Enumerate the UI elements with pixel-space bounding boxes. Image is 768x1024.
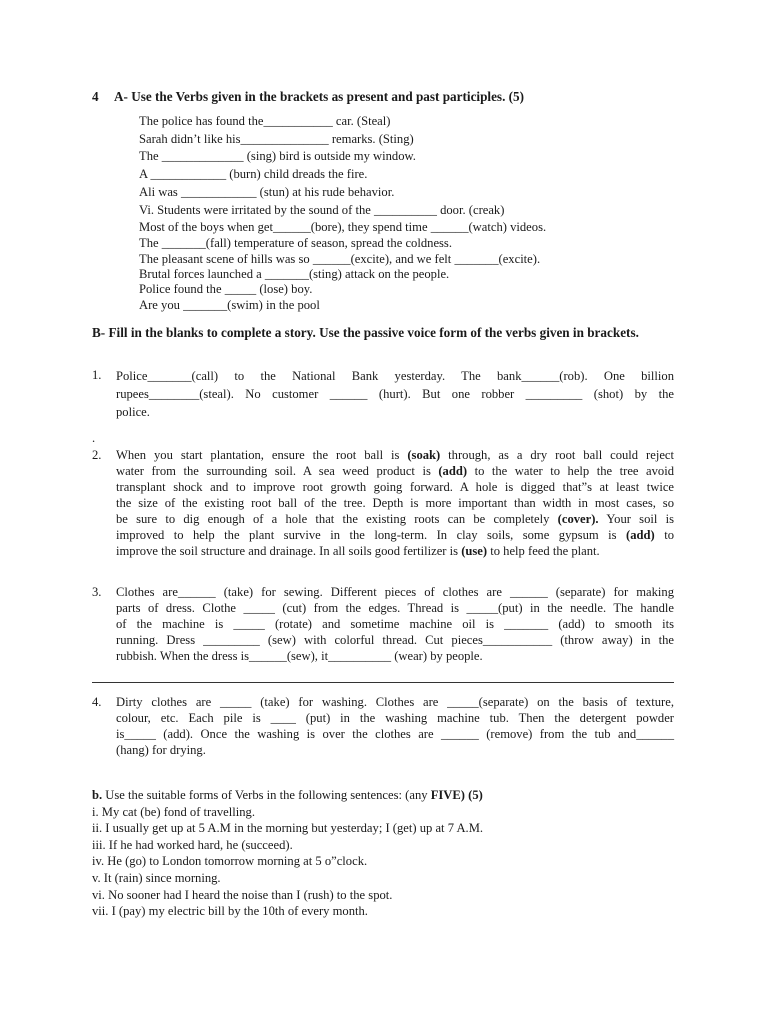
verb-forms-section: [92, 787, 692, 920]
list-item: vii. I (pay) my electric bill by the 10th of every month.: [92, 904, 368, 919]
paragraph-line: of the machine is _____ (rotate) and sometime machine oil is _______ (add) to smooth its: [116, 617, 674, 631]
paragraph-line: is_____ (add). Once the washing is over the clothes are ______ (remove) from the tub and______: [116, 727, 674, 741]
section-label: b.: [92, 788, 103, 802]
item-text: Are you _______(swim) in the pool: [139, 298, 320, 312]
item-text: Sarah didn’t like his______________ remarks. (Sting): [139, 132, 414, 146]
list-item: iv. He (go) to London tomorrow morning at 5 o”clock.: [92, 854, 368, 869]
paragraph-line: rubbish. When the dress is______(sew), it__________ (wear) by people.: [116, 649, 483, 663]
list-item: iii. If he had worked hard, he (succeed).: [92, 837, 293, 852]
section-marks: FIVE) (5): [430, 788, 483, 802]
horizontal-divider: [92, 682, 674, 683]
stray-dot: .: [92, 431, 96, 445]
paragraph-line: police.: [116, 405, 150, 419]
story-paragraph-4: [92, 694, 674, 758]
paragraph-number: 3.: [92, 585, 102, 599]
item-text: Most of the boys when get______(bore), they spend time ______(watch) videos.: [139, 220, 547, 234]
paragraph-number: 1.: [92, 368, 102, 382]
paragraph-line: Dirty clothes are _____ (take) for washing. Clothes are _____(separate) on the basis of texture,: [116, 695, 674, 709]
paragraph-line: rupees________(steal). No customer ______ (hurt). But one robber _________ (shot) by the: [116, 387, 674, 401]
item-text: Ali was ____________ (stun) at his rude behavior.: [139, 185, 395, 199]
list-item: v. It (rain) since morning.: [92, 870, 221, 885]
paragraph-number: 2.: [92, 448, 102, 462]
paragraph-line: (hang) for drying.: [116, 743, 206, 757]
paragraph-line: Police_______(call) to the National Bank yesterday. The bank______(rob). One billion: [116, 369, 674, 383]
question-number: 4: [92, 89, 99, 104]
paragraph-line: transplant shock and to improve root growth going forward. A hole is digged that”s at least twice: [116, 480, 674, 494]
item-text: Brutal forces launched a _______(sting) attack on the people.: [139, 267, 450, 281]
part-a-heading: [92, 89, 524, 105]
story-paragraph-3: [92, 584, 674, 664]
item-text: A ____________ (burn) child dreads the fire.: [139, 167, 368, 181]
paragraph-line: running. Dress _________ (sew) with colorful thread. Cut pieces___________ (throw away) in the: [116, 633, 674, 647]
paragraph-line: colour, etc. Each pile is ____ (put) in the washing machine tub. Then the detergent powder: [116, 711, 674, 725]
item-text: Vi. Students were irritated by the sound of the __________ door. (creak): [139, 203, 505, 217]
part-a-title: A- Use the Verbs given in the brackets as present and past participles. (5): [114, 89, 525, 104]
story-paragraph-2: [92, 447, 674, 559]
list-item: i. My cat (be) fond of travelling.: [92, 804, 255, 819]
list-item: vi. No sooner had I heard the noise than I (rush) to the spot.: [92, 887, 393, 902]
item-text: The pleasant scene of hills was so ______(excite), and we felt _______(excite).: [139, 252, 541, 266]
story-paragraph-1: [92, 367, 674, 421]
paragraph-number: 4.: [92, 695, 102, 709]
section-instruction: Use the suitable forms of Verbs in the following sentences: (any: [102, 788, 431, 802]
item-text: The _______(fall) temperature of season, spread the coldness.: [139, 236, 452, 250]
item-text: The _____________ (sing) bird is outside my window.: [139, 149, 416, 163]
paragraph-line: the size of the existing root ball of the tree. Depth is more important than width in most cases, so: [116, 496, 674, 510]
paragraph-line: water from the surrounding soil. A sea weed product is (add) to the water to help the tree avoid: [116, 464, 674, 478]
item-text: Police found the _____ (lose) boy.: [139, 282, 313, 296]
paragraph-line: improve the soil structure and drainage. In all soils good fertilizer is (use) to help feed the plant.: [116, 544, 600, 558]
paragraph-line: parts of dress. Clothe _____ (cut) from the edges. Thread is _____(put) in the needle. The handle: [116, 601, 674, 615]
paragraph-line: improved to help the plant survive in the long-term. In clay soils, some gypsum is (add) to: [116, 528, 675, 542]
item-text: The police has found the___________ car. (Steal): [139, 114, 391, 128]
paragraph-line: Clothes are______ (take) for sewing. Different pieces of clothes are ______ (separate) for making: [116, 585, 674, 599]
paragraph-line: When you start plantation, ensure the root ball is (soak) through, as a dry root ball could reject: [116, 448, 674, 462]
paragraph-line: be sure to dig enough of a hole that the existing roots can be completely (cover). Your soil is: [116, 512, 674, 526]
list-item: ii. I usually get up at 5 A.M in the morning but yesterday; I (get) up at 7 A.M.: [92, 821, 484, 836]
part-b-heading: B- Fill in the blanks to complete a story. Use the passive voice form of the verbs given in brackets.: [92, 325, 639, 340]
section-intro: [92, 787, 692, 804]
